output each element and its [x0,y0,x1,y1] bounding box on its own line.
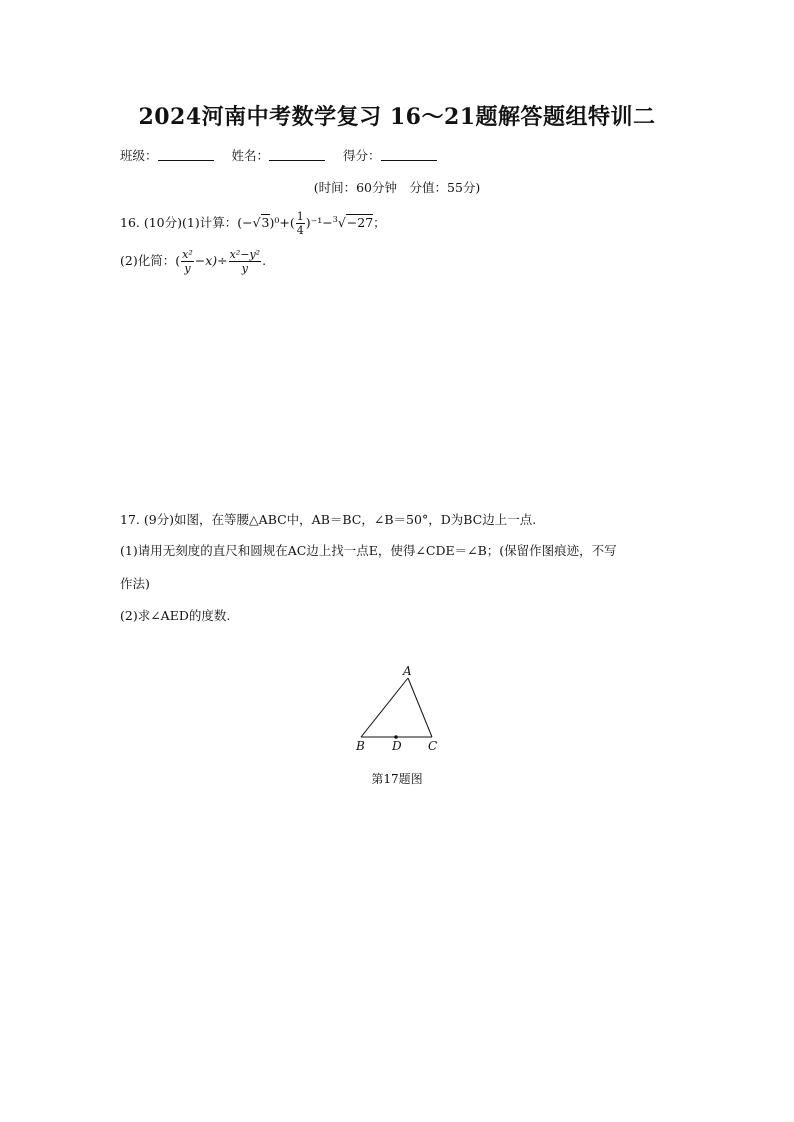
class-blank[interactable] [158,160,214,161]
frac-den: 4 [296,224,304,237]
label-c: C [428,739,438,753]
expr-end: ； [373,215,386,230]
fraction-x2-minus-y2-over-y [229,248,261,275]
label-b: B [356,739,365,753]
q16-part2 [120,248,266,275]
expr-open: (− [237,215,253,230]
frac1-num: x² [182,248,193,261]
q17-line3: 作法) [120,576,150,591]
expr-pow0: )⁰+( [269,215,295,230]
frac2-den: y [229,261,261,275]
document-title: 2024河南中考数学复习 16～21题解答题组特训二 [138,104,656,130]
triangle-figure [350,662,450,758]
frac-num: 1 [296,210,304,223]
p2-end: . [262,253,267,268]
label-a: A [403,664,412,678]
fraction-one-quarter [296,210,305,237]
q17-line1: 17. (9分)如图，在等腰△ABC中，AB＝BC，∠B＝50°，D为BC边上一点. [120,512,537,527]
fraction-x2-over-y [181,248,194,275]
frac1-den: y [181,261,194,275]
class-label: 班级： [120,148,158,163]
label-d: D [392,739,402,753]
q16-part2-label: (2)化简： [120,253,176,268]
sqrt-radicand: 3 [261,215,270,230]
figure-caption: 第17题图 [371,772,423,786]
side-ab [361,678,408,737]
name-blank[interactable] [269,160,325,161]
q17-line4: (2)求∠AED的度数. [120,608,231,623]
p2-mid: −x)÷ [194,253,228,268]
side-ac [408,678,432,737]
sqrt-symbol: √ [252,215,261,230]
frac2-num: x²−y² [229,248,261,261]
cuberoot-index: 3 [332,214,338,224]
score-blank[interactable] [381,160,437,161]
q17-line2: (1)请用无刻度的直尺和圆规在AC边上找一点E，使得∠CDE＝∠B；(保留作图痕迹，不写 [120,543,617,558]
expr-pow-neg1: )⁻¹− [305,215,333,230]
score-label: 得分： [343,148,381,163]
time-score-info: (时间：60分钟 分值：55分) [313,180,481,195]
name-label: 姓名： [231,148,270,163]
cuberoot-symbol: √ [337,215,346,230]
p2-open: ( [175,253,181,268]
q16-number: 16. (10分)(1)计算： [120,215,238,230]
q16-part1 [120,210,386,237]
cuberoot-radicand: −27 [346,215,374,230]
student-info-row [120,146,451,164]
